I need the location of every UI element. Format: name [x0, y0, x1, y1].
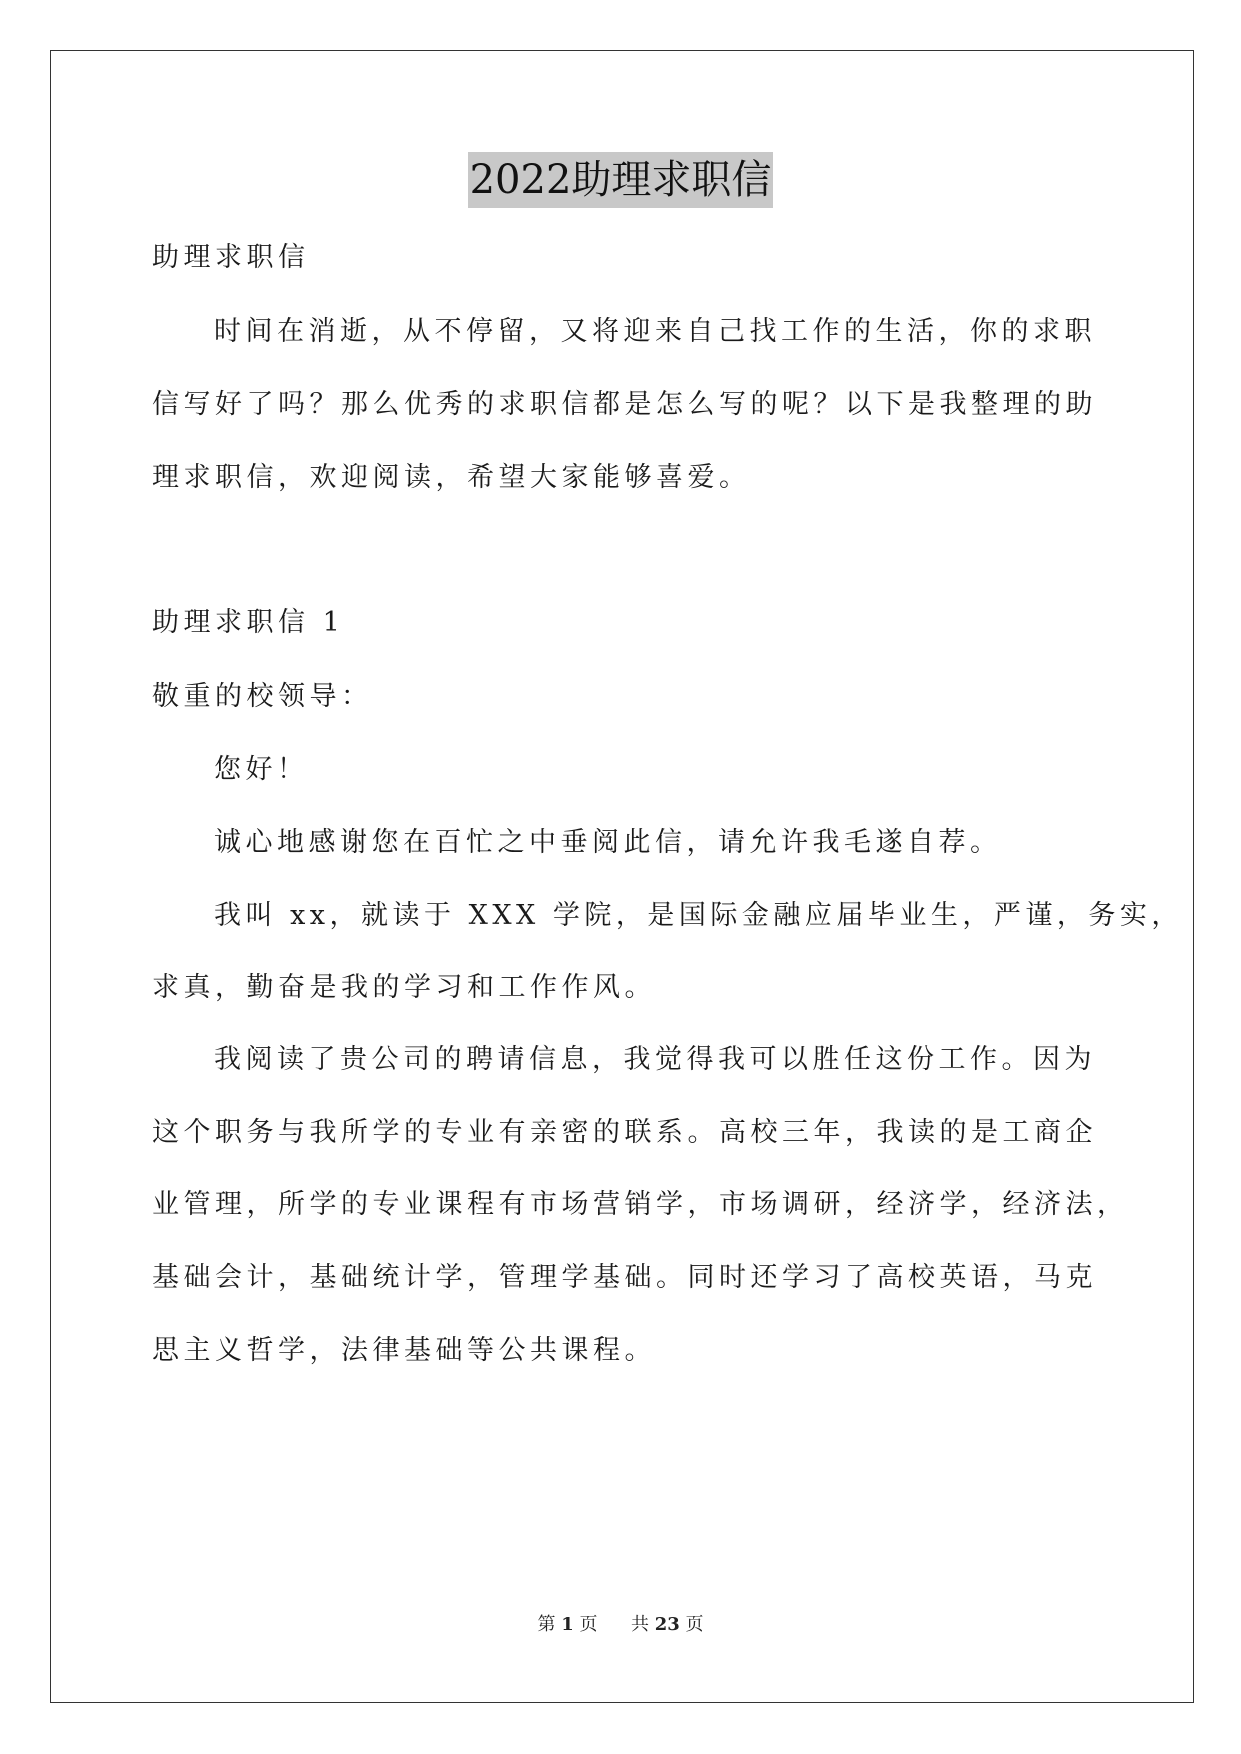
paragraph-line: 这个职务与我所学的专业有亲密的联系。高校三年，我读的是工商企	[152, 1117, 1097, 1148]
document-title: 2022助理求职信	[468, 152, 774, 208]
page-prefix: 第	[537, 1614, 556, 1635]
page-suffix: 页	[579, 1614, 598, 1635]
page-number: 1	[561, 1614, 574, 1635]
paragraph-line: 求真，勤奋是我的学习和工作作风。	[152, 972, 656, 1003]
paragraph-line: 诚心地感谢您在百忙之中垂阅此信，请允许我毛遂自荐。	[214, 827, 1002, 858]
paragraph-line: 业管理，所学的专业课程有市场营销学，市场调研，经济学，经济法，	[152, 1189, 1129, 1220]
paragraph-line: 我叫 xx，就读于 XXX 学院，是国际金融应届毕业生，严谨，务实，	[214, 900, 1183, 931]
total-prefix: 共	[630, 1614, 649, 1635]
salutation: 敬重的校领导：	[152, 681, 373, 712]
title-container	[0, 152, 1241, 208]
intro-line: 信写好了吗？那么优秀的求职信都是怎么写的呢？以下是我整理的助	[152, 389, 1097, 420]
total-suffix: 页	[685, 1614, 704, 1635]
page-border	[50, 50, 1194, 1703]
intro-line: 理求职信，欢迎阅读，希望大家能够喜爱。	[152, 462, 751, 493]
section-heading: 助理求职信 1	[152, 607, 345, 638]
intro-line: 时间在消逝，从不停留，又将迎来自己找工作的生活，你的求职	[214, 316, 1096, 347]
paragraph-line: 思主义哲学，法律基础等公共课程。	[152, 1335, 656, 1366]
document-subtitle: 助理求职信	[152, 242, 310, 273]
paragraph-line: 基础会计，基础统计学，管理学基础。同时还学习了高校英语，马克	[152, 1262, 1097, 1293]
greeting: 您好！	[214, 754, 309, 785]
page-footer	[0, 1610, 1241, 1636]
paragraph-line: 我阅读了贵公司的聘请信息，我觉得我可以胜任这份工作。因为	[214, 1044, 1096, 1075]
total-pages: 23	[654, 1614, 680, 1635]
